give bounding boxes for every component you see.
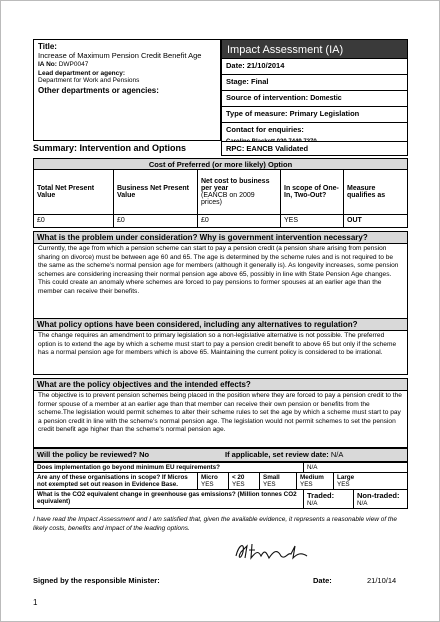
cost-col-header: Measure qualifies as	[347, 185, 386, 199]
section-question: What are the policy objectives and the intended effects?	[34, 379, 407, 391]
ia-measure-type: Type of measure: Primary Legislation	[221, 107, 408, 123]
cost-value: £0	[34, 215, 114, 227]
signature-label: Signed by the responsible Minister:	[33, 576, 160, 585]
title-box	[33, 39, 221, 141]
cost-col-header: Net cost to business per year (EANCB on 2009 prices)	[198, 170, 281, 214]
eu-value: N/A	[307, 464, 318, 471]
ia-contact-label: Contact for enquiries:	[226, 125, 304, 134]
ia-source-value: Domestic	[310, 95, 342, 102]
objectives-section	[33, 378, 408, 448]
orgs-row	[34, 472, 407, 489]
section-answer: The change requires an amendment to primary legislation so a non-legislative alternative is not possible. The preferred option is to extend the age by which a scheme must start to pay a pension credit benefit to above 65 but only if the scheme has a normal pension age for members which is above 65. Maintaining the current policy is considered to be irrational.	[38, 332, 397, 357]
lead-dept-label: Lead department or agency:	[38, 70, 126, 77]
cost-table-value-row	[34, 214, 407, 227]
review-date: If applicable, set review date: N/A	[225, 450, 344, 459]
ia-source-label: Source of intervention:	[226, 93, 309, 102]
title-value: Increase of Maximum Pension Credit Benefit Age	[38, 51, 202, 60]
ia-number	[38, 61, 216, 68]
section-answer: Currently, the age from which a pension scheme can start to pay a pension credit (a pension share arising from pension sharing on divorce) must be between age 60 and 65. The age is determined by the scheme rules and is not required to be the same as the scheme's normal pension age for members (although it generally is). As longevity increases, some pension schemes are considering increasing their normal pension age above 65, possibly in line with State Pension Age changes. This could create an anomaly where schemes are forced to pay pensions to former spouses at an earlier age than the member can receive their benefits.	[38, 245, 399, 295]
ia-summary-box	[221, 39, 408, 151]
cost-value: OUT	[347, 217, 362, 224]
ia-date: Date: 21/10/2014	[221, 59, 408, 75]
rpc-status: RPC: EANCB Validated	[221, 141, 408, 156]
cost-table-heading: Cost of Preferred (or more likely) Option	[34, 159, 407, 170]
signature-date-label: Date:	[313, 576, 332, 585]
traded: Traded: N/A	[304, 490, 354, 508]
cost-value: YES	[281, 215, 344, 227]
review-value: No	[139, 450, 150, 459]
lead-dept-value: Department for Work and Pensions	[38, 77, 140, 84]
cost-value: £0	[114, 215, 198, 227]
declaration-text: I have read the Impact Assessment and I am satisfied that, given the available evidence, it represents a reasonable view of the likely costs, benefits and impact of the leading options.	[33, 516, 397, 532]
review-date-value: N/A	[330, 450, 344, 459]
cost-table	[33, 158, 408, 228]
review-question: Will the policy be reviewed? No	[37, 450, 150, 459]
section-answer: The objective is to prevent pension schemes being placed in the position where they are forced to pay a pension credit to the former spouse of a member at an earlier age than that member can receive their own pension or benefits from the scheme.The legislation would permit schemes to alter their scheme rules to set the age by which a scheme must start to pay a pension credit in line with the scheme's normal pension age. The legislation would not permit schemes to set the pension credit benefit age higher than the scheme's normal pension age.	[38, 392, 402, 434]
section-question: What policy options have been considered, including any alternatives to regulation?	[34, 319, 407, 331]
minister-signature	[233, 538, 313, 564]
size-large: Large YES	[337, 474, 355, 488]
signature-date-value: 21/10/14	[367, 576, 397, 585]
cost-col-header: Total Net Present Value	[34, 170, 114, 214]
ia-title: Impact Assessment (IA)	[221, 39, 408, 59]
other-depts-label: Other departments or agencies:	[38, 86, 159, 95]
size-small: Small YES	[260, 473, 297, 489]
cost-table-header-row	[34, 170, 407, 214]
orgs-label: Are any of these organisations in scope? If Micros not exempted set out reason in Evidence Base.	[34, 473, 198, 489]
eu-row	[34, 462, 407, 472]
options-section	[33, 318, 408, 375]
review-row	[33, 448, 408, 462]
co2-label: What is the CO2 equivalent change in greenhouse gas emissions? (Million tonnes CO2 equivalent)	[34, 490, 304, 508]
ia-stage: Stage: Final	[221, 75, 408, 91]
eu-label: Does implementation go beyond minimum EU requirements?	[34, 463, 304, 472]
size-micro: Micro YES	[198, 473, 229, 489]
scope-grid	[33, 462, 408, 509]
problem-section	[33, 231, 408, 319]
non-traded: Non-traded: N/A	[357, 491, 400, 507]
cost-value: £0	[198, 215, 281, 227]
cost-col-header: In scope of One-In, Two-Out?	[281, 170, 344, 214]
size-under-20: < 20 YES	[229, 473, 260, 489]
co2-row	[34, 489, 407, 508]
title-label: Title:	[38, 42, 57, 51]
cost-col-header: Business Net Present Value	[114, 170, 198, 214]
page-number: 1	[33, 598, 38, 607]
summary-title: Summary: Intervention and Options	[33, 143, 187, 153]
ia-number-value: DWP0047	[58, 61, 89, 68]
ia-number-label: IA No:	[38, 61, 57, 68]
ia-source	[221, 91, 408, 107]
section-question: What is the problem under consideration? Why is government intervention necessary?	[34, 232, 407, 244]
size-medium: Medium YES	[297, 473, 334, 489]
